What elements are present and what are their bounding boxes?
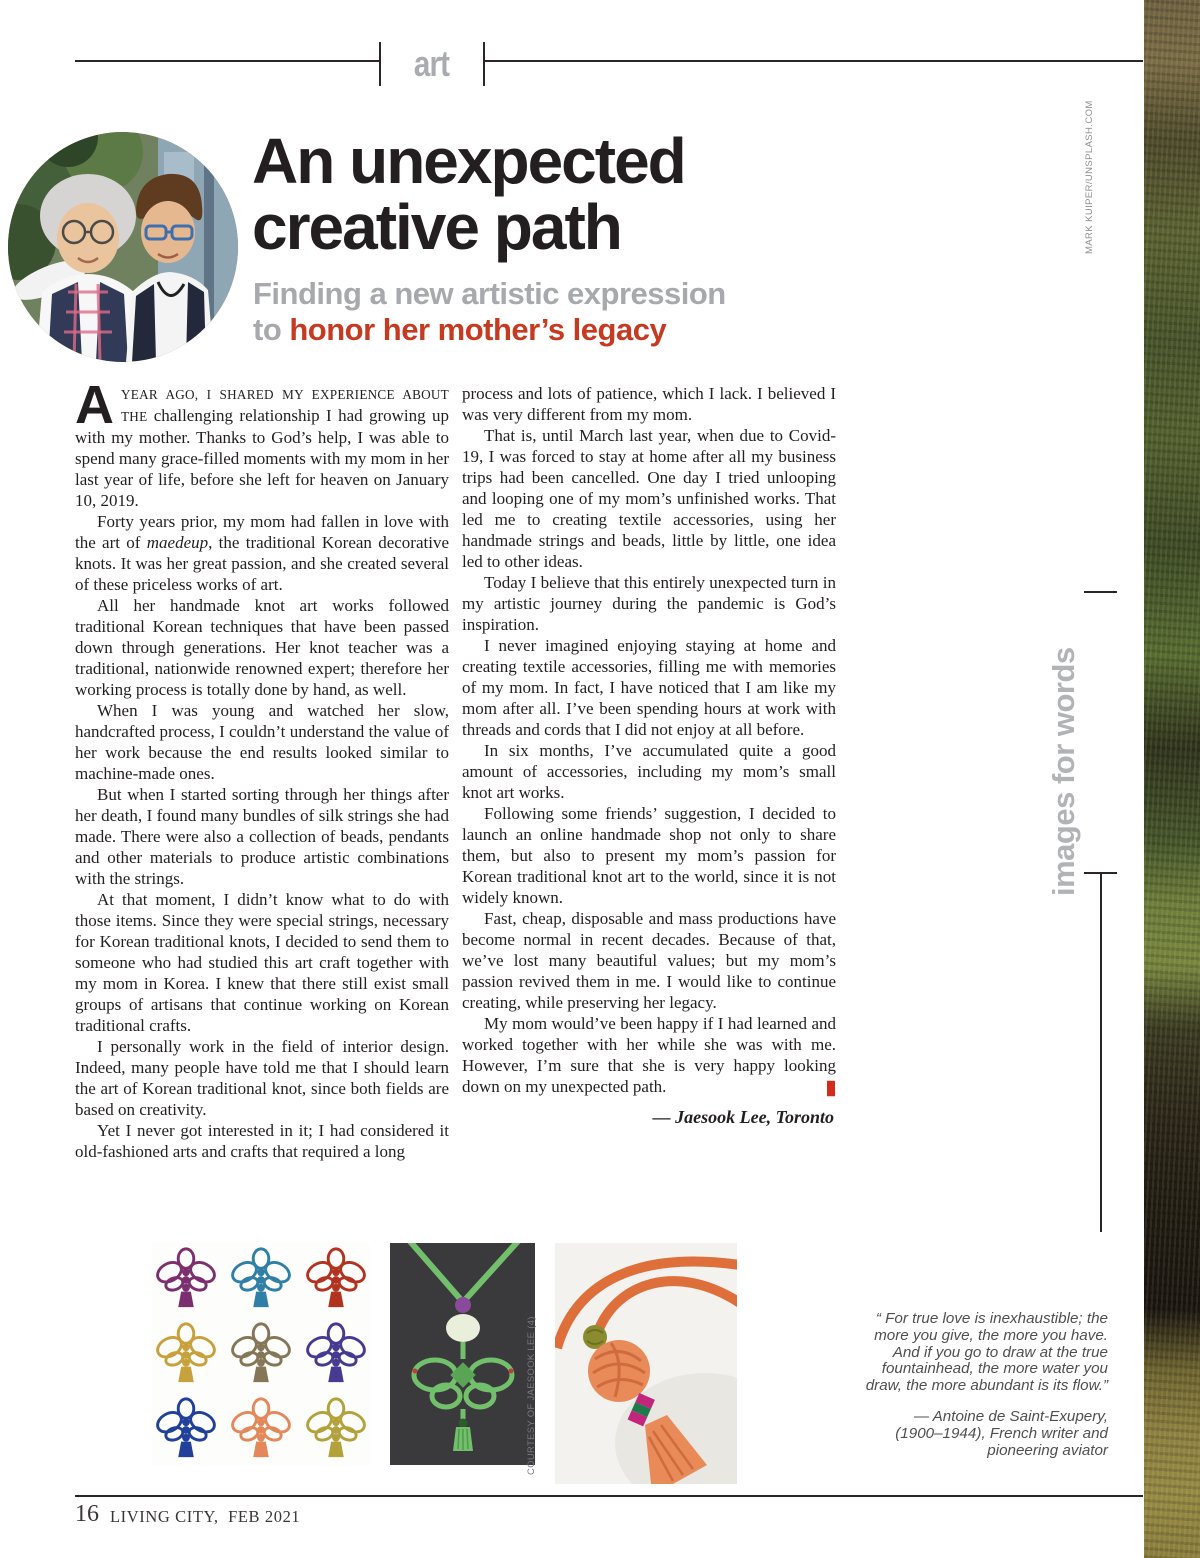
drop-cap: A <box>75 383 114 435</box>
green-pendant-photo <box>390 1243 535 1465</box>
body-paragraph: Yet I never got interested in it; I had considered it old-fashioned arts and crafts that required a long <box>75 1121 449 1161</box>
body-paragraph: That is, until March last year, when due to Covid-19, I was forced to stay at home after all my business trips had been cancelled. One day I tried unlooping and looping one of my mom’s unfinished works. That led me to creating textile accessories, using her handmade strings and beads, little by little, one idea led to other ideas. <box>462 426 836 571</box>
knot-red <box>302 1243 370 1315</box>
section-marker: images for words <box>1046 647 1081 896</box>
body-paragraph: At that moment, I didn’t know what to do with those items. Since they were special strings, necessary for Korean traditional knots, I decided to send them to someone who had studied this art craft together with my mom in Korea. I knew that there still exist small groups of artisans that continue working on Korean traditional crafts. <box>75 890 449 1035</box>
green-pendant-illustration <box>390 1243 535 1465</box>
header-rule <box>75 60 1143 62</box>
lead-in-text: YEAR AGO, I SHARED MY EXPERIENCE ABOUT THE <box>121 387 449 424</box>
canada-flag-icon <box>805 1079 836 1098</box>
quote-line: And if you go to draw at the true <box>892 1343 1108 1361</box>
body-column-1 <box>75 383 449 1245</box>
knot-taupe <box>227 1318 295 1390</box>
subtitle-line-2 <box>253 312 813 348</box>
body-paragraph: Fast, cheap, disposable and mass productions have become normal in recent decades. Because of that, we’ve lost many beautiful values; but my mom’s passion revived them in me. I would like to continue creating, while preserving her legacy. <box>462 909 836 1012</box>
portrait-illustration <box>8 132 238 362</box>
article-title <box>252 125 812 263</box>
magazine-issue: LIVING CITY, FEB 2021 <box>110 1507 301 1526</box>
marker-tick-top <box>1084 591 1117 593</box>
quote-attribution <box>828 1409 1108 1459</box>
body-paragraph: Following some friends’ suggestion, I decided to launch an online handmade shop not only to share them, but also to present my mom’s passion for Korean traditional knot art to the world, since it is not widely known. <box>462 804 836 907</box>
knot-navy <box>152 1393 220 1465</box>
knot-collection-photo <box>152 1243 370 1465</box>
paragraph-text: , the traditional Korean decorative knots. It was her great passion, and she created several of these priceless works of art. <box>75 533 449 594</box>
body-column-2 <box>462 383 836 1245</box>
mother-daughter-photo <box>8 132 238 362</box>
knot-olive <box>302 1393 370 1465</box>
knot-teal <box>227 1243 295 1315</box>
subtitle-accent: honor her mother’s legacy <box>289 312 667 347</box>
section-label-box <box>379 42 485 86</box>
section-label: art <box>414 43 450 84</box>
attribution-line: — Antoine de Saint-Exupery, <box>913 1407 1108 1425</box>
body-paragraph: Today I believe that this entirely unexpected turn in my artistic journey during the pandemic is God’s inspiration. <box>462 573 836 634</box>
italic-term: maedeup <box>146 533 209 552</box>
knot-gold <box>152 1318 220 1390</box>
quote-line: “ For true love is inexhaustible; the <box>875 1310 1108 1327</box>
marker-vertical-line <box>1100 874 1102 1232</box>
article-subtitle <box>253 276 813 348</box>
quote-line: more you give, the more you have. <box>874 1326 1108 1344</box>
body-paragraph: But when I started sorting through her things after her death, I found many bundles of silk strings she had made. There were also a collection of beads, pendants and other materials to produce artistic combinations with the strings. <box>75 785 449 888</box>
body-paragraph: process and lots of patience, which I lack. I believed I was very different from my mom. <box>462 384 836 424</box>
knot-purple <box>152 1243 220 1315</box>
attribution-line: (1900–1944), French writer and <box>895 1424 1108 1442</box>
mossy-rock-photo-strip <box>1144 0 1200 1558</box>
author-byline: — Jaesook Lee, Toronto <box>652 1107 834 1127</box>
title-line-1: An unexpected <box>252 125 685 197</box>
body-paragraph: When I was young and watched her slow, handcrafted process, I couldn’t understand the value of her work because the end results looked similar to machine-made ones. <box>75 701 449 783</box>
orange-pendant-photo <box>555 1243 737 1484</box>
paragraph-text: My mom would’ve been happy if I had learned and worked together with her while she was with me. However, I’m sure that she is very happy looking down on my unexpected path. <box>462 1014 836 1096</box>
body-paragraph: I personally work in the field of interior design. Indeed, many people have told me that I should learn the art of Korean traditional knot, since both fields are based on creativity. <box>75 1037 449 1119</box>
subtitle-line-1: Finding a new artistic expression <box>253 276 726 311</box>
body-paragraph <box>75 383 449 511</box>
footer-rule <box>75 1495 1143 1497</box>
subtitle-prefix: to <box>253 312 290 347</box>
quote-line: draw, the more abundant is its flow.” <box>865 1377 1108 1395</box>
body-paragraph <box>462 1013 836 1097</box>
paragraph-text: Forty years prior, my mom had fallen in love with the art of <box>75 512 449 552</box>
body-paragraph: I never imagined enjoying staying at home and creating textile accessories, filling me with memories of my mom. In fact, I have noticed that I am like my mom after all. I’ve been spending hours at work with threads and cords that I did not enjoy at all before. <box>462 636 836 739</box>
photo-credit: MARK KUIPER/UNSPLASH.COM <box>1084 100 1095 254</box>
quote-line: fountainhead, the more water you <box>881 1360 1108 1378</box>
attribution-line: pioneering aviator <box>987 1441 1108 1459</box>
courtesy-credit: COURTESY OF JAESOOK LEE (4) <box>526 1316 537 1475</box>
knot-indigo <box>302 1318 370 1390</box>
body-paragraph <box>75 511 449 595</box>
pull-quote <box>828 1311 1108 1459</box>
knot-salmon <box>227 1393 295 1465</box>
body-paragraph: All her handmade knot art works followed traditional Korean techniques that have been passed down through generations. Her knot teacher was a traditional, nationwide renowned expert; therefore her working process is totally done by hand, as well. <box>75 596 449 699</box>
page-number: 16 <box>75 1501 99 1527</box>
title-line-2: creative path <box>252 191 621 263</box>
paragraph-text: challenging relationship I had growing up with my mother. Thanks to God’s help, I was able to spend many grace-filled moments with my mom in her last year of life, before she left for heaven on January 10, 2019. <box>75 406 449 510</box>
body-paragraph: In six months, I’ve accumulated quite a good amount of accessories, including my mom’s small knot art works. <box>462 741 836 802</box>
orange-pendant-illustration <box>555 1243 737 1484</box>
